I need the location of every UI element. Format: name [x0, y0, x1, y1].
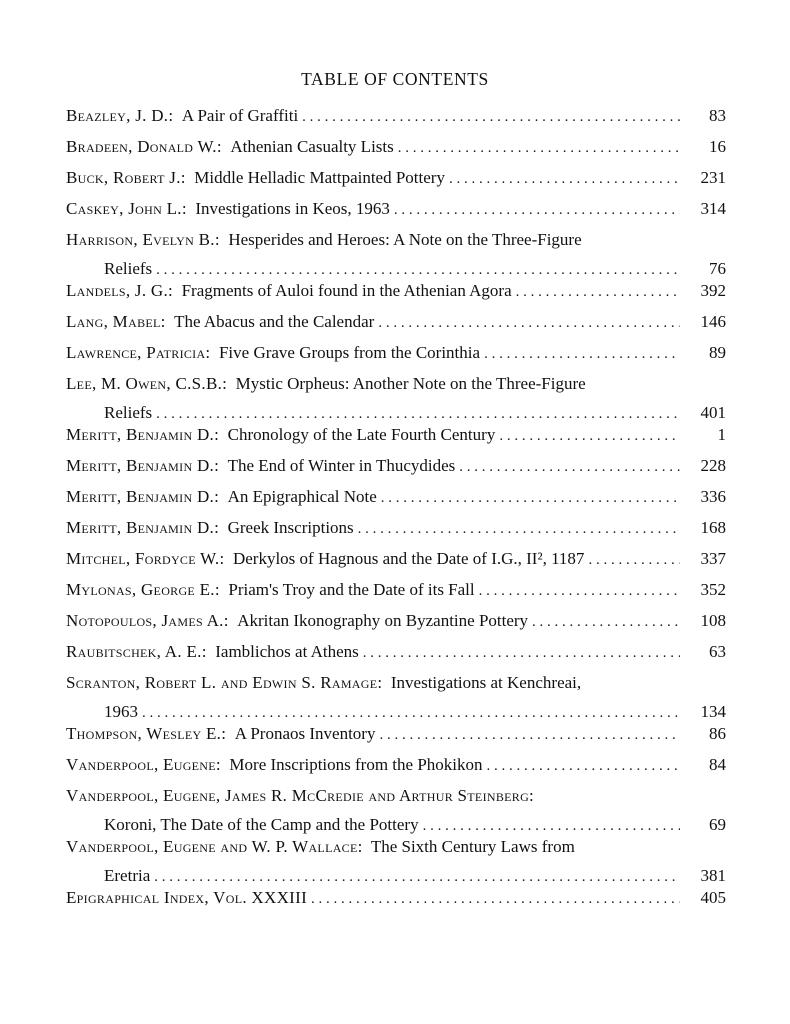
toc-page-number: 134: [700, 702, 726, 721]
toc-entry[interactable]: [66, 580, 726, 611]
dot-leader: [156, 406, 680, 423]
toc-page-number: 228: [700, 456, 726, 475]
toc-page-number: 336: [700, 487, 726, 506]
toc-entry[interactable]: [66, 642, 726, 673]
toc-page-number: 405: [700, 888, 726, 907]
toc-author: Thompson, Wesley E.:: [66, 724, 227, 743]
toc-page-number: 381: [700, 866, 726, 885]
toc-author: Landels, J. G.:: [66, 281, 174, 300]
toc-title-continued: Reliefs: [104, 259, 153, 278]
toc-author: Meritt, Benjamin D.:: [66, 425, 220, 444]
toc-line-1: [66, 673, 726, 703]
dot-leader: [381, 490, 680, 507]
toc-title: Derkylos of Hagnous and the Date of I.G., II², 1187: [232, 549, 585, 568]
dot-leader: [459, 459, 680, 476]
toc-page-number: 89: [709, 343, 726, 362]
toc-author: Meritt, Benjamin D.:: [66, 456, 220, 475]
separator-space: [363, 837, 371, 856]
toc-author: Meritt, Benjamin D.:: [66, 518, 220, 537]
toc-page-number: 168: [700, 518, 726, 537]
dot-leader: [398, 140, 680, 157]
separator-space: [229, 611, 238, 631]
toc-page-number: 231: [700, 168, 726, 187]
toc-title: The Sixth Century Laws from: [370, 837, 575, 856]
toc-list: [66, 106, 726, 919]
toc-entry[interactable]: [66, 549, 726, 580]
separator-space: [186, 168, 195, 188]
toc-title: Middle Helladic Mattpainted Pottery: [194, 168, 445, 187]
separator-space: [219, 456, 228, 476]
toc-title: Akritan Ikonography on Byzantine Pottery: [237, 611, 529, 630]
dot-leader: [423, 818, 680, 835]
dot-leader: [484, 346, 680, 363]
toc-author: Vanderpool, Eugene:: [66, 755, 221, 774]
toc-title: Investigations in Keos, 1963: [195, 199, 390, 218]
toc-title-continued: Koroni, The Date of the Camp and the Pottery: [104, 815, 419, 834]
toc-line-1: [66, 837, 726, 867]
toc-title: Investigations at Kenchreai,: [390, 673, 582, 692]
toc-page-number: 69: [709, 815, 726, 834]
toc-title: A Pair of Graffiti: [181, 106, 299, 125]
toc-title: More Inscriptions from the Phokikon: [229, 755, 483, 774]
separator-space: [224, 549, 233, 569]
toc-entry[interactable]: [66, 199, 726, 230]
toc-title: An Epigraphical Note: [227, 487, 377, 506]
toc-entry[interactable]: [66, 888, 726, 919]
toc-title: Athenian Casualty Lists: [230, 137, 394, 156]
dot-leader: [449, 171, 680, 188]
toc-author: Lee, M. Owen, C.S.B.:: [66, 374, 228, 393]
toc-page-number: 1: [717, 425, 726, 444]
toc-page-number: 337: [700, 549, 726, 568]
toc-author: Lawrence, Patricia:: [66, 343, 211, 362]
toc-entry[interactable]: [66, 106, 726, 137]
toc-author: Buck, Robert J.:: [66, 168, 186, 187]
toc-entry[interactable]: [66, 786, 726, 837]
dot-leader: [154, 869, 680, 886]
toc-title: The Abacus and the Calendar: [174, 312, 375, 331]
dot-leader: [379, 727, 680, 744]
toc-entry[interactable]: [66, 230, 726, 281]
dot-leader: [302, 109, 680, 126]
toc-author: Epigraphical Index, Vol. XXXIII: [66, 888, 308, 907]
separator-space: [219, 518, 228, 538]
toc-author: Mitchel, Fordyce W.:: [66, 549, 225, 568]
toc-title: A Pronaos Inventory: [234, 724, 376, 743]
dot-leader: [378, 315, 680, 332]
toc-page-number: 63: [709, 642, 726, 661]
separator-space: [222, 137, 231, 157]
toc-entry[interactable]: [66, 456, 726, 487]
separator-space: [227, 374, 236, 393]
toc-author: Vanderpool, Eugene and W. P. Wallace:: [66, 837, 363, 856]
dot-leader: [156, 262, 680, 279]
toc-entry[interactable]: [66, 343, 726, 374]
toc-title: Chronology of the Late Fourth Century: [227, 425, 496, 444]
toc-entry[interactable]: [66, 137, 726, 168]
separator-space: [226, 724, 235, 744]
toc-title-continued: 1963: [104, 702, 138, 721]
separator-space: [219, 425, 228, 445]
toc-entry[interactable]: [66, 611, 726, 642]
toc-author: Scranton, Robert L. and Edwin S. Ramage:: [66, 673, 383, 692]
toc-page-number: 108: [700, 611, 726, 630]
dot-leader: [532, 614, 680, 631]
toc-line-2: [66, 866, 726, 887]
separator-space: [382, 673, 391, 692]
toc-title: Priam's Troy and the Date of its Fall: [228, 580, 475, 599]
separator-space: [219, 487, 228, 507]
toc-author: Beazley, J. D.:: [66, 106, 174, 125]
toc-page-number: 84: [709, 755, 726, 774]
toc-page-number: 314: [700, 199, 726, 218]
toc-line-1: [66, 786, 726, 816]
toc-page-number: 83: [709, 106, 726, 125]
separator-space: [166, 312, 175, 332]
toc-title: Mystic Orpheus: Another Note on the Three-Figure: [235, 374, 586, 393]
toc-entry[interactable]: [66, 724, 726, 755]
separator-space: [187, 199, 196, 219]
toc-page-number: 392: [700, 281, 726, 300]
dot-leader: [358, 521, 680, 538]
separator-space: [173, 281, 182, 301]
toc-author: Raubitschek, A. E.:: [66, 642, 207, 661]
separator-space: [210, 343, 219, 363]
toc-author: Meritt, Benjamin D.:: [66, 487, 220, 506]
toc-entry[interactable]: [66, 281, 726, 312]
toc-title-continued: Reliefs: [104, 403, 153, 422]
separator-space: [221, 755, 230, 775]
toc-entry[interactable]: [66, 837, 726, 888]
toc-entry[interactable]: [66, 755, 726, 786]
separator-space: [173, 106, 182, 126]
toc-author: Mylonas, George E.:: [66, 580, 220, 599]
dot-leader: [479, 583, 680, 600]
dot-leader: [363, 645, 680, 662]
dot-leader: [588, 552, 680, 569]
toc-page-number: 352: [700, 580, 726, 599]
dot-leader: [499, 428, 680, 445]
toc-page-number: 401: [700, 403, 726, 422]
toc-title: Fragments of Auloi found in the Athenian Agora: [181, 281, 512, 300]
toc-entry[interactable]: [66, 518, 726, 549]
toc-line-1: [66, 230, 726, 260]
toc-title: Five Grave Groups from the Corinthia: [218, 343, 481, 362]
toc-author: Caskey, John L.:: [66, 199, 187, 218]
toc-title: Greek Inscriptions: [227, 518, 354, 537]
toc-title: The End of Winter in Thucydides: [227, 456, 456, 475]
dot-leader: [142, 705, 680, 722]
separator-space: [220, 580, 229, 600]
toc-page-number: 86: [709, 724, 726, 743]
toc-page-number: 76: [709, 259, 726, 278]
toc-page-number: 146: [700, 312, 726, 331]
toc-line-2: [66, 403, 726, 424]
toc-author: Vanderpool, Eugene, James R. McCredie and Arthur Steinberg:: [66, 786, 535, 805]
toc-author: Bradeen, Donald W.:: [66, 137, 222, 156]
toc-line-2: [66, 702, 726, 723]
dot-leader: [394, 202, 680, 219]
toc-entry[interactable]: [66, 673, 726, 724]
page-title: TABLE OF CONTENTS: [301, 69, 489, 89]
separator-space: [207, 642, 216, 662]
toc-title: Iamblichos at Athens: [215, 642, 359, 661]
toc-author: Notopoulos, James A.:: [66, 611, 229, 630]
toc-title: Hesperides and Heroes: A Note on the Three-Figure: [228, 230, 582, 249]
toc-entry[interactable]: [66, 425, 726, 456]
toc-page-number: 16: [709, 137, 726, 156]
toc-entry[interactable]: [66, 168, 726, 199]
toc-entry[interactable]: [66, 374, 726, 425]
toc-line-2: [66, 259, 726, 280]
toc-title-continued: Eretria: [104, 866, 151, 885]
toc-author: Harrison, Evelyn B.:: [66, 230, 220, 249]
dot-leader: [516, 284, 680, 301]
dot-leader: [487, 758, 680, 775]
toc-author: Lang, Mabel:: [66, 312, 166, 331]
toc-line-1: [66, 374, 726, 404]
toc-entry[interactable]: [66, 312, 726, 343]
toc-line-2: [66, 815, 726, 836]
toc-entry[interactable]: [66, 487, 726, 518]
dot-leader: [311, 891, 680, 908]
